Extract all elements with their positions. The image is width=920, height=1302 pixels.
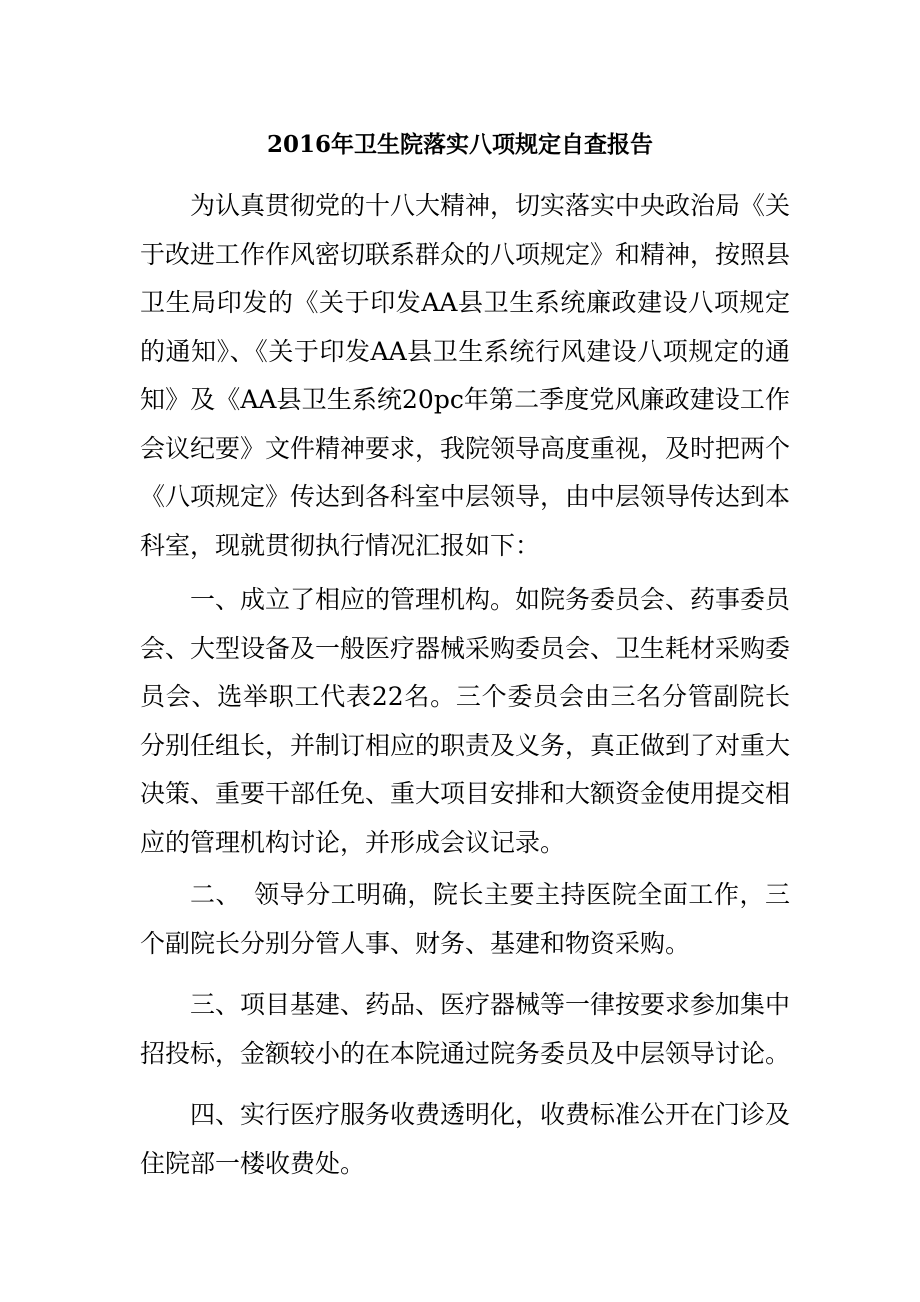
paragraph-intro: 为认真贯彻党的十八大精神，切实落实中央政治局《关于改进工作作风密切联系群众的八项规定》和精神，按照县卫生局印发的《关于印发AA县卫生系统廉政建设八项规定的通知》、《关于印发AA县卫生系统行风建设八项规定的通知》及《AA县卫生系统20pc年第二季度党风廉政建设工作会议纪要》文件精神要求，我院领导高度重视，及时把两个《八项规定》传达到各科室中层领导，由中层领导传达到本科室，现就贯彻执行情况汇报如下： [140, 191, 791, 560]
paragraph-item-4: 四、实行医疗服务收费透明化，收费标准公开在门诊及住院部一楼收费处。 [140, 1100, 791, 1178]
paragraph-item-1: 一、成立了相应的管理机构。如院务委员会、药事委员会、大型设备及一般医疗器械采购委员会、卫生耗材采购委员会、选举职工代表22名。三个委员会由三名分管副院长分别任组长，并制订相应的职责及义务，真正做到了对重大决策、重要干部任免、重大项目安排和大额资金使用提交相应的管理机构讨论，并形成会议记录。 [140, 585, 791, 857]
paragraph-item-3: 三、项目基建、药品、医疗器械等一律按要求参加集中招投标，金额较小的在本院通过院务委员及中层领导讨论。 [140, 990, 791, 1068]
paragraph-item-2: 二、 领导分工明确，院长主要主持医院全面工作，三个副院长分别分管人事、财务、基建和物资采购。 [140, 880, 790, 958]
document-title: 2016年卫生院落实八项规定自查报告 [266, 131, 653, 158]
